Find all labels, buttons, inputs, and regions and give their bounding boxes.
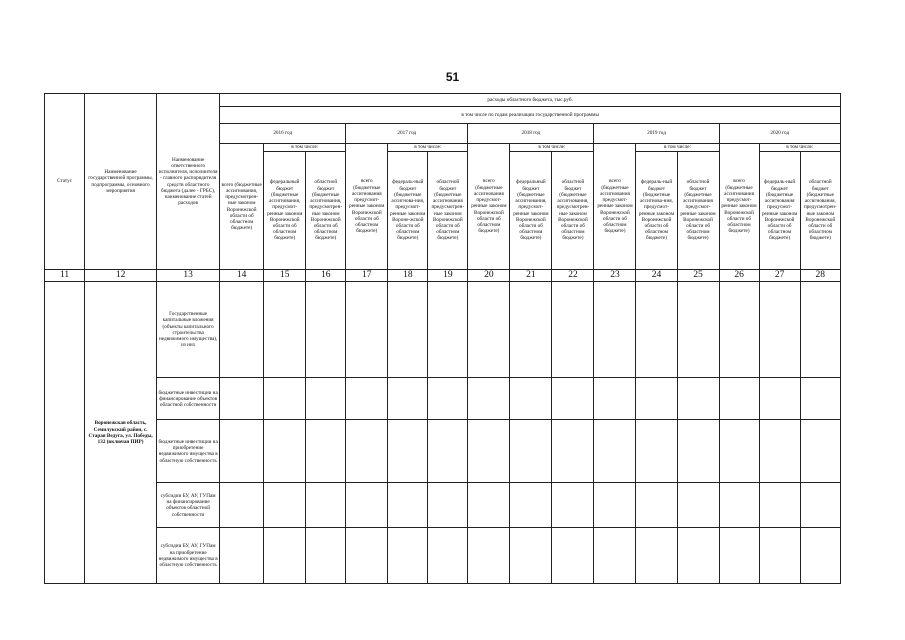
year-2018-regional: областной бюджет (бюджетные ассигнования, предусмотрен-ные законом Воронежской области об областном бюджете) [552, 152, 594, 270]
year-2019-label: 2019 год [594, 124, 719, 144]
year-2018-label: 2018 год [468, 124, 594, 144]
year-2019-regional: областной бюджет (бюджетные ассигнования предусмот-ренные законом Воронежской области об областном бюджете) [677, 152, 719, 270]
column-number: 16 [306, 270, 346, 282]
year-2017-label: 2017 год [346, 124, 468, 144]
table-row [45, 483, 841, 528]
funding-source: Государственные капитальные вложения (объекты капитального строительства недвижимого имущества), из них [157, 282, 220, 378]
column-numbers-row [45, 270, 841, 282]
table-row [45, 282, 841, 378]
column-number: 12 [85, 270, 157, 282]
header-executor: Наименование ответственного исполнителя, исполнителя - главного распорядителя средств областного бюджета (далее - ГРБС), наименование статей расходов [157, 94, 220, 270]
year-2019-including: в том числе: [636, 144, 719, 152]
column-number: 20 [468, 270, 510, 282]
table-row [45, 528, 841, 584]
year-2018-total: всего (бюджетные ассигнования предусмот-ренные законом Воронежской области об областном бюджете) [468, 144, 510, 270]
page-number: 51 [445, 70, 460, 84]
year-2018-federal: федеральный бюджет (бюджетные ассигнования, предусмот-ренные законом Воронежской области об областном бюджете) [510, 152, 552, 270]
budget-table [44, 93, 841, 584]
column-number: 17 [346, 270, 388, 282]
year-2019-federal: федераль-ный бюджет (бюджетные ассигнова-ния, предусмот-ренные законом Воронежской области об областном бюджете) [636, 152, 677, 270]
column-number: 26 [719, 270, 759, 282]
year-2020-federal: федераль-ный бюджет (бюджетные ассигнования предусмот-ренные законом Воронежской области об областном бюджете) [759, 152, 800, 270]
column-number: 19 [428, 270, 468, 282]
funding-source: субсидии БУ, АУ, ГУПам на финансирование объектов областной собственности [157, 483, 220, 528]
header-program-name: Наименование государственной программы, подпрограммы, основного мероприятия [85, 94, 157, 270]
year-2016-regional: областной бюджет (бюджетные ассигнования, предусмотрен-ные законом Воронежской области об областном бюджете) [306, 152, 346, 270]
header-status: Статус [45, 94, 85, 270]
year-2017-including: в том числе: [388, 144, 468, 152]
funding-source: бюджетные инвестиции на финансирование объектов областной собственности [157, 378, 220, 420]
column-number: 18 [388, 270, 428, 282]
year-2016-federal: федеральный бюджет (бюджетные ассигнования, предусмот-ренные законом Воронежской области об областном бюджете) [264, 152, 306, 270]
funding-source: субсидии БУ, АУ, ГУПам на приобретение недвижимого имущества в областную собственность [157, 528, 220, 584]
year-2020-regional: областной бюджет (бюджетные ассигнования, предусмотрен-ные законом Воронежской области об областном бюджете) [800, 152, 840, 270]
year-2016-label: 2016 год [220, 124, 346, 144]
column-number: 11 [45, 270, 85, 282]
column-number: 25 [677, 270, 719, 282]
funding-source: бюджетные инвестиции на приобретение недвижимого имущества в областную собственность [157, 420, 220, 483]
column-number: 21 [510, 270, 552, 282]
table-row [45, 420, 841, 483]
column-number: 23 [594, 270, 636, 282]
year-2017-total: всего (бюджетные ассигнования предусмот-ренные законом Воронежской области об областном бюджете) [346, 144, 388, 270]
column-number: 13 [157, 270, 220, 282]
column-number: 14 [220, 270, 264, 282]
table-row [45, 378, 841, 420]
header-by-years: в том числе по годам реализации государственной программы [220, 107, 841, 124]
column-number: 28 [800, 270, 840, 282]
column-number: 27 [759, 270, 800, 282]
column-number: 15 [264, 270, 306, 282]
status-cell [45, 282, 85, 584]
year-2016-total: всего (бюджетные ассигнования, предусмотрен-ные законом Воронежской области об областном бюджете) [220, 144, 264, 270]
year-2019-total: всего (бюджетные ассигнования предусмот-ренные законом Воронежской области об областном бюджете) [594, 144, 636, 270]
year-2016-including: в том числе: [264, 144, 346, 152]
year-2020-label: 2020 год [719, 124, 840, 144]
column-number: 24 [636, 270, 677, 282]
header-expenses: расходы областного бюджета, тыс.руб. [220, 94, 841, 107]
year-2020-total: всего (бюджетные ассигнования предусмот-ренные законом Воронежской области об областном бюджете) [719, 144, 759, 270]
year-2020-including: в том числе: [759, 144, 840, 152]
year-2018-including: в том числе: [510, 144, 594, 152]
year-2017-federal: федераль-ный бюджет (бюджетные ассигнова-ния, предусмот-ренные законом Вороне-жской области об областном бюджете) [388, 152, 428, 270]
column-number: 22 [552, 270, 594, 282]
year-2017-regional: областной бюджет (бюджетные ассигнования предусмотрен-ные законом Воронежской области об областном бюджете) [428, 152, 468, 270]
object-name: Воронежская область, Семилукский район, с. Старая Ведуга, ул. Победы, 132 (включая ПИР) [85, 282, 157, 584]
